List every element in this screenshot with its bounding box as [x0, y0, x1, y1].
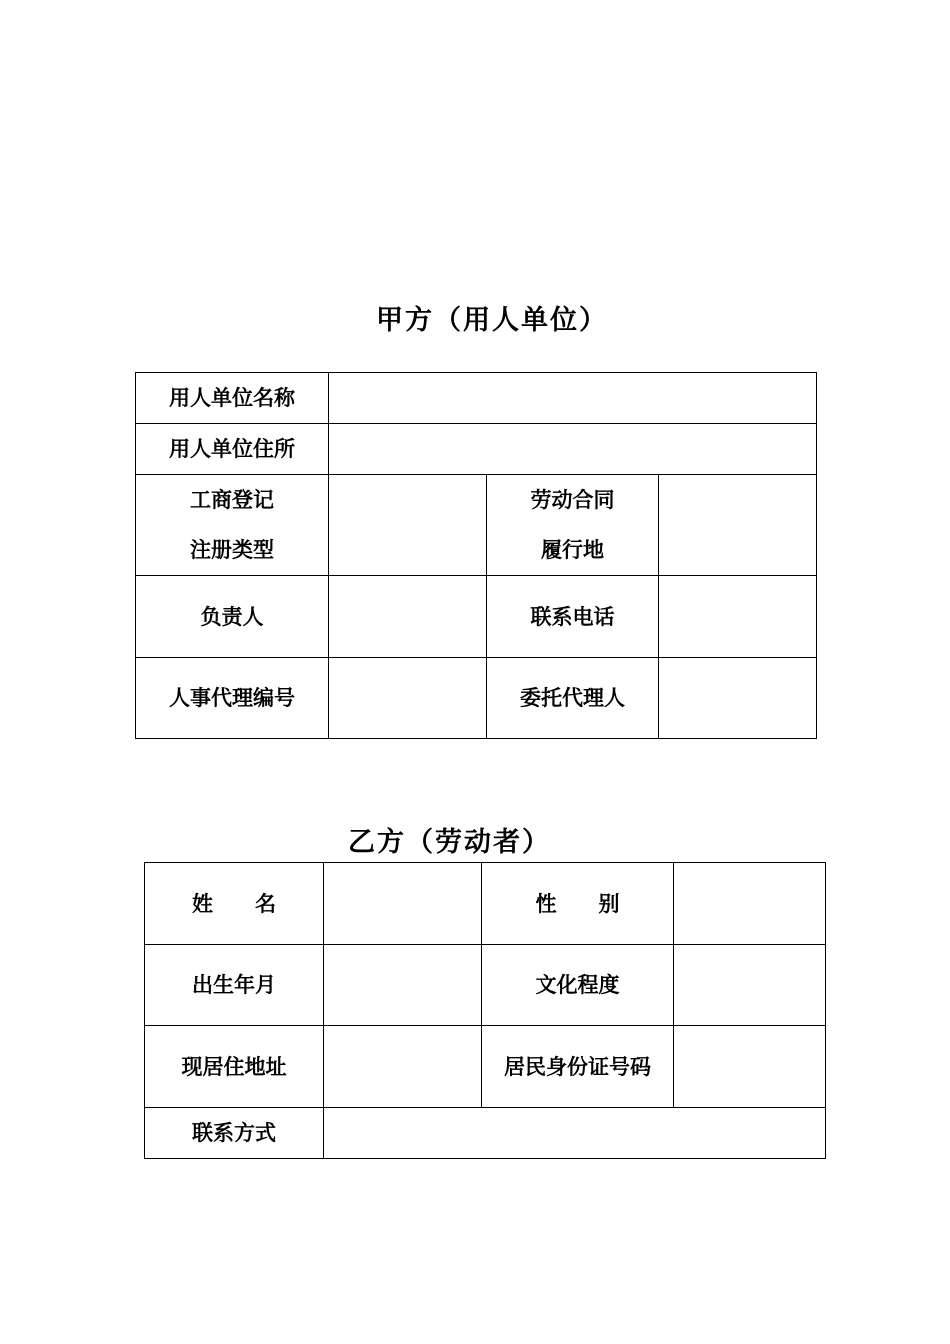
- gender-label: 性 别: [482, 863, 674, 945]
- authorized-agent-field[interactable]: [659, 658, 817, 739]
- employer-address-label: 用人单位住所: [136, 424, 329, 475]
- worker-name-field[interactable]: [324, 863, 482, 945]
- employer-phone-field[interactable]: [659, 576, 817, 658]
- employer-phone-label: 联系电话: [487, 576, 659, 658]
- employer-name-label: 用人单位名称: [136, 373, 329, 424]
- employer-name-field[interactable]: [329, 373, 817, 424]
- gender-field[interactable]: [674, 863, 826, 945]
- education-field[interactable]: [674, 945, 826, 1026]
- agency-number-field[interactable]: [329, 658, 487, 739]
- party-a-title: 甲方（用人单位）: [376, 305, 608, 336]
- current-address-field[interactable]: [324, 1026, 482, 1108]
- authorized-agent-label: 委托代理人: [487, 658, 659, 739]
- contact-method-field[interactable]: [324, 1108, 826, 1159]
- party-b-table: [144, 862, 826, 1159]
- birth-date-field[interactable]: [324, 945, 482, 1026]
- person-in-charge-label: 负责人: [136, 576, 329, 658]
- registration-type-field[interactable]: [329, 475, 487, 576]
- current-address-label: 现居住地址: [145, 1026, 324, 1108]
- contract-place-label-line2: 履行地: [541, 537, 604, 562]
- id-number-field[interactable]: [674, 1026, 826, 1108]
- employer-address-field[interactable]: [329, 424, 817, 475]
- agency-number-label: 人事代理编号: [136, 658, 329, 739]
- education-label: 文化程度: [482, 945, 674, 1026]
- id-number-label: 居民身份证号码: [482, 1026, 674, 1108]
- registration-type-label: [136, 475, 329, 576]
- birth-date-label: 出生年月: [145, 945, 324, 1026]
- contract-place-field[interactable]: [659, 475, 817, 576]
- contact-method-label: 联系方式: [145, 1108, 324, 1159]
- registration-type-label-line1: 工商登记: [190, 487, 274, 512]
- party-b-title: 乙方（劳动者）: [348, 827, 551, 858]
- contract-place-label: [487, 475, 659, 576]
- person-in-charge-field[interactable]: [329, 576, 487, 658]
- worker-name-label: 姓 名: [145, 863, 324, 945]
- registration-type-label-line2: 注册类型: [190, 537, 274, 562]
- contract-place-label-line1: 劳动合同: [530, 487, 615, 512]
- party-a-table: [135, 372, 817, 739]
